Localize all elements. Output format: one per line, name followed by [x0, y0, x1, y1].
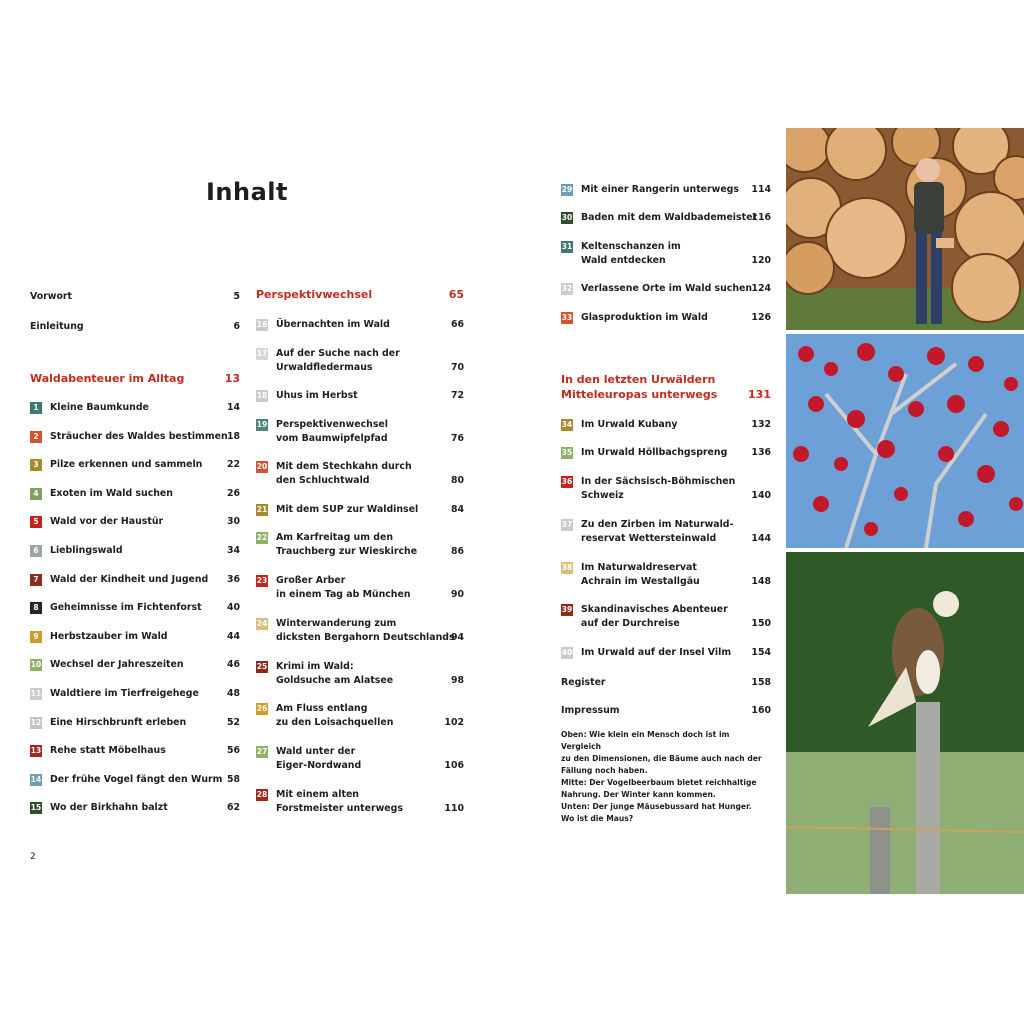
toc-entry-page: 34	[226, 545, 240, 556]
toc-entry-page: 132	[751, 419, 771, 430]
toc-entry-page: 148	[751, 576, 771, 587]
toc-entry-page: 56	[226, 745, 240, 757]
chapter-number-badge: 18	[256, 391, 268, 400]
toc-entry-page: 136	[751, 447, 771, 458]
toc-entry-page: 72	[450, 390, 464, 401]
toc-entry-label: Register	[561, 677, 606, 688]
buzzard-illustration	[786, 552, 1024, 894]
toc-entry-label: Impressum	[561, 705, 620, 716]
chapter-number-badge: 32	[561, 284, 573, 293]
chapter-number-badge: 14	[30, 774, 42, 784]
page-number: 2	[30, 852, 36, 862]
toc-entry-label: reservat Wettersteinwald	[581, 533, 717, 544]
chapter-number-badge: 38	[561, 563, 573, 572]
section-page: 131	[748, 388, 771, 401]
toc-entry-label: Wald entdecken	[581, 255, 666, 266]
toc-entry-label: Schweiz	[581, 490, 624, 501]
toc-entry-label: den Schluchtwald	[276, 475, 370, 486]
toc-entry-label: Exoten im Wald suchen	[50, 487, 173, 499]
toc-entry-label: Am Karfreitag um den	[276, 532, 394, 543]
chapter-number-badge: 30	[561, 213, 573, 222]
toc-entry-page: 22	[226, 459, 240, 471]
chapter-number-badge: 36	[561, 477, 573, 486]
toc-entry-label: Mit dem Stechkahn durch	[276, 461, 412, 472]
toc-entry-label: Pilze erkennen und sammeln	[50, 459, 203, 471]
toc-entry-label: Großer Arber	[276, 575, 346, 586]
toc-entry-page: 150	[751, 618, 771, 629]
chapter-number-badge: 23	[256, 576, 268, 585]
toc-entry-label: vom Baumwipfelpfad	[276, 433, 388, 444]
toc-entry-label: in einem Tag ab München	[276, 589, 411, 600]
caption-line: Mitte: Der Vogelbeerbaum bietet reichhaltige	[561, 778, 757, 787]
toc-entry-page: 120	[751, 255, 771, 266]
chapter-number-badge: 25	[256, 662, 268, 671]
chapter-number-badge: 10	[30, 660, 42, 670]
toc-entry-page: 124	[751, 283, 771, 294]
toc-entry-label: Uhus im Herbst	[276, 390, 358, 401]
chapter-number-badge: 31	[561, 242, 573, 251]
toc-entry-page: 62	[226, 802, 240, 814]
toc-entry-label: Verlassene Orte im Wald suchen	[581, 283, 753, 294]
toc-entry-page: 160	[751, 705, 771, 716]
toc-entry-label: Lieblingswald	[50, 545, 123, 556]
toc-entry-label: Zu den Zirben im Naturwald-	[581, 519, 734, 530]
toc-entry-page: 70	[450, 362, 464, 373]
toc-entry-page: 110	[444, 803, 464, 814]
chapter-number-badge: 33	[561, 313, 573, 322]
section-title: Perspektivwechsel	[256, 288, 373, 301]
chapter-number-badge: 8	[30, 602, 42, 614]
chapter-number-badge: 34	[561, 420, 573, 429]
log-pile-illustration	[786, 128, 1024, 330]
toc-entry-label: Im Naturwaldreservat	[581, 562, 697, 573]
toc-entry-page: 30	[226, 516, 240, 528]
toc-entry-label: Winterwanderung zum	[276, 618, 397, 629]
chapter-number-badge: 39	[561, 605, 573, 614]
chapter-number-badge: 22	[256, 533, 268, 542]
toc-entry-label: dicksten Bergahorn Deutschlands	[276, 632, 455, 643]
chapter-number-badge: 21	[256, 505, 268, 514]
toc-entry-page: 90	[450, 589, 464, 600]
chapter-number-badge: 24	[256, 619, 268, 628]
toc-entry-label: Der frühe Vogel fängt den Wurm	[50, 773, 223, 785]
toc-entry-label: Mit einer Rangerin unterwegs	[581, 184, 739, 195]
toc-entry-label: Sträucher des Waldes bestimmen	[50, 430, 228, 442]
toc-entry-page: 114	[751, 184, 771, 195]
toc-entry-label: Herbstzauber im Wald	[50, 630, 168, 642]
chapter-number-badge: 9	[30, 631, 42, 643]
toc-entry-page: 86	[450, 546, 464, 557]
toc-entry-label: Krimi im Wald:	[276, 661, 354, 672]
toc-entry-page: 154	[751, 647, 771, 658]
toc-entry-page: 5	[233, 291, 240, 302]
chapter-number-badge: 26	[256, 704, 268, 713]
toc-entry-label: auf der Durchreise	[581, 618, 680, 629]
toc-entry-label: Skandinavisches Abenteuer	[581, 604, 728, 615]
toc-entry-label: Keltenschanzen im	[581, 241, 681, 252]
chapter-number-badge: 17	[256, 349, 268, 358]
toc-entry-page: 6	[233, 321, 240, 332]
toc-entry-label: Geheimnisse im Fichtenforst	[50, 602, 202, 614]
section-title-line-1: In den letzten Urwäldern	[561, 373, 716, 386]
toc-entry-label: Mit einem alten	[276, 789, 359, 800]
toc-entry-label: Im Urwald Höllbachgspreng	[581, 447, 728, 458]
toc-entry-page: 158	[751, 677, 771, 688]
toc-entry-label: Rehe statt Möbelhaus	[50, 745, 166, 757]
photo-caption	[561, 729, 771, 825]
chapter-number-badge: 20	[256, 462, 268, 471]
chapter-number-badge: 12	[30, 717, 42, 727]
toc-entry-page: 94	[450, 632, 464, 643]
toc-column-1	[30, 290, 240, 830]
toc-entry-page: 52	[226, 716, 240, 728]
toc-entry-label: Trauchberg zur Wieskirche	[276, 546, 418, 557]
toc-entry-page: 126	[751, 312, 771, 323]
toc-entry-label: Waldtiere im Tierfreigehege	[50, 688, 199, 699]
toc-entry-label: Wald der Kindheit und Jugend	[50, 573, 209, 585]
toc-entry-label: Goldsuche am Alatsee	[276, 675, 394, 686]
caption-line: Unten: Der junge Mäusebussard hat Hunger.	[561, 802, 752, 811]
toc-entry-label: zu den Loisachquellen	[276, 717, 394, 728]
toc-entry-label: Im Urwald auf der Insel Vilm	[581, 647, 732, 658]
section-title-line-2: Mitteleuropas unterwegs	[561, 388, 718, 401]
chapter-number-badge: 35	[561, 448, 573, 457]
chapter-number-badge: 3	[30, 459, 42, 471]
toc-entry-page: 36	[226, 573, 240, 585]
toc-entry-page: 26	[226, 487, 240, 499]
toc-entry-page: 66	[450, 319, 464, 330]
toc-entry-page: 98	[450, 675, 464, 686]
toc-entry-label: In der Sächsisch-Böhmischen	[581, 476, 736, 487]
chapter-number-badge: 11	[30, 689, 42, 698]
chapter-number-badge: 1	[30, 402, 42, 414]
chapter-number-badge: 40	[561, 648, 573, 657]
toc-entry-page: 84	[450, 504, 464, 515]
chapter-number-badge: 6	[30, 545, 42, 557]
chapter-number-badge: 4	[30, 488, 42, 500]
toc-column-3	[561, 183, 771, 723]
caption-line: Oben: Wie klein ein Mensch doch ist im Vergleich	[561, 730, 730, 751]
toc-entry-label: Vorwort	[30, 291, 73, 302]
chapter-number-badge: 2	[30, 431, 42, 443]
toc-entry-page: 58	[226, 773, 240, 785]
toc-entry-label: Kleine Baumkunde	[50, 402, 149, 413]
toc-entry-label: Urwaldfledermaus	[276, 362, 373, 373]
photo-rowan-berries	[786, 334, 1024, 548]
toc-entry-page: 102	[444, 717, 464, 728]
toc-entry-page: 40	[226, 602, 240, 614]
section-title: Waldabenteuer im Alltag	[30, 372, 185, 385]
toc-entry-page: 76	[450, 433, 464, 444]
toc-entry-label: Achrain im Westallgäu	[581, 576, 700, 587]
toc-entry-page: 144	[751, 533, 771, 544]
toc-entry-page: 46	[226, 659, 240, 671]
toc-entry-label: Baden mit dem Waldbademeister	[581, 212, 758, 223]
chapter-number-badge: 27	[256, 747, 268, 756]
caption-line: Nahrung. Der Winter kann kommen.	[561, 790, 716, 799]
caption-line: Wo ist die Maus?	[561, 814, 634, 823]
chapter-number-badge: 29	[561, 185, 573, 194]
toc-entry-page: 106	[444, 760, 464, 771]
rowan-tree-illustration	[786, 334, 1024, 548]
chapter-number-badge: 37	[561, 520, 573, 529]
section-page: 65	[448, 288, 464, 301]
chapter-number-badge: 5	[30, 516, 42, 528]
toc-entry-label: Wo der Birkhahn balzt	[50, 802, 168, 814]
toc-entry-label: Eine Hirschbrunft erleben	[50, 716, 187, 728]
toc-entry-page: 140	[751, 490, 771, 501]
chapter-number-badge: 28	[256, 790, 268, 799]
toc-entry-label: Eiger-Nordwand	[276, 760, 362, 771]
caption-line: zu den Dimensionen, die Bäume auch nach der	[561, 754, 762, 763]
toc-entry-label: Perspektivenwechsel	[276, 419, 388, 430]
toc-entry-label: Am Fluss entlang	[276, 703, 368, 714]
toc-column-2	[256, 288, 464, 828]
toc-entry-label: Wald vor der Haustür	[50, 516, 164, 528]
toc-entry-label: Im Urwald Kubany	[581, 419, 678, 430]
photo-buzzard	[786, 552, 1024, 894]
section-page: 13	[224, 372, 240, 385]
toc-entry-page: 80	[450, 475, 464, 486]
toc-entry-page: 18	[226, 430, 240, 442]
toc-entry-label: Übernachten im Wald	[276, 319, 390, 330]
toc-entry-label: Wald unter der	[276, 746, 356, 757]
toc-entry-label: Mit dem SUP zur Waldinsel	[276, 504, 419, 515]
toc-entry-label: Wechsel der Jahreszeiten	[50, 659, 184, 671]
chapter-number-badge: 13	[30, 746, 42, 756]
chapter-number-badge: 15	[30, 803, 42, 813]
toc-entry-page: 14	[226, 402, 240, 413]
toc-entry-label: Forstmeister unterwegs	[276, 803, 403, 814]
toc-entry-label: Glasproduktion im Wald	[581, 312, 708, 323]
toc-section-heading[interactable]	[561, 373, 771, 403]
chapter-number-badge: 7	[30, 574, 42, 586]
chapter-number-badge: 16	[256, 320, 268, 329]
caption-line: Fällung noch haben.	[561, 766, 648, 775]
photo-log-pile	[786, 128, 1024, 330]
toc-entry-page: 48	[226, 688, 240, 699]
chapter-number-badge: 19	[256, 420, 268, 429]
toc-entry-label: Einleitung	[30, 321, 84, 332]
toc-entry-page: 44	[226, 630, 240, 642]
toc-entry-page: 116	[751, 212, 771, 223]
page-title: Inhalt	[206, 178, 288, 206]
toc-entry-label: Auf der Suche nach der	[276, 348, 400, 359]
